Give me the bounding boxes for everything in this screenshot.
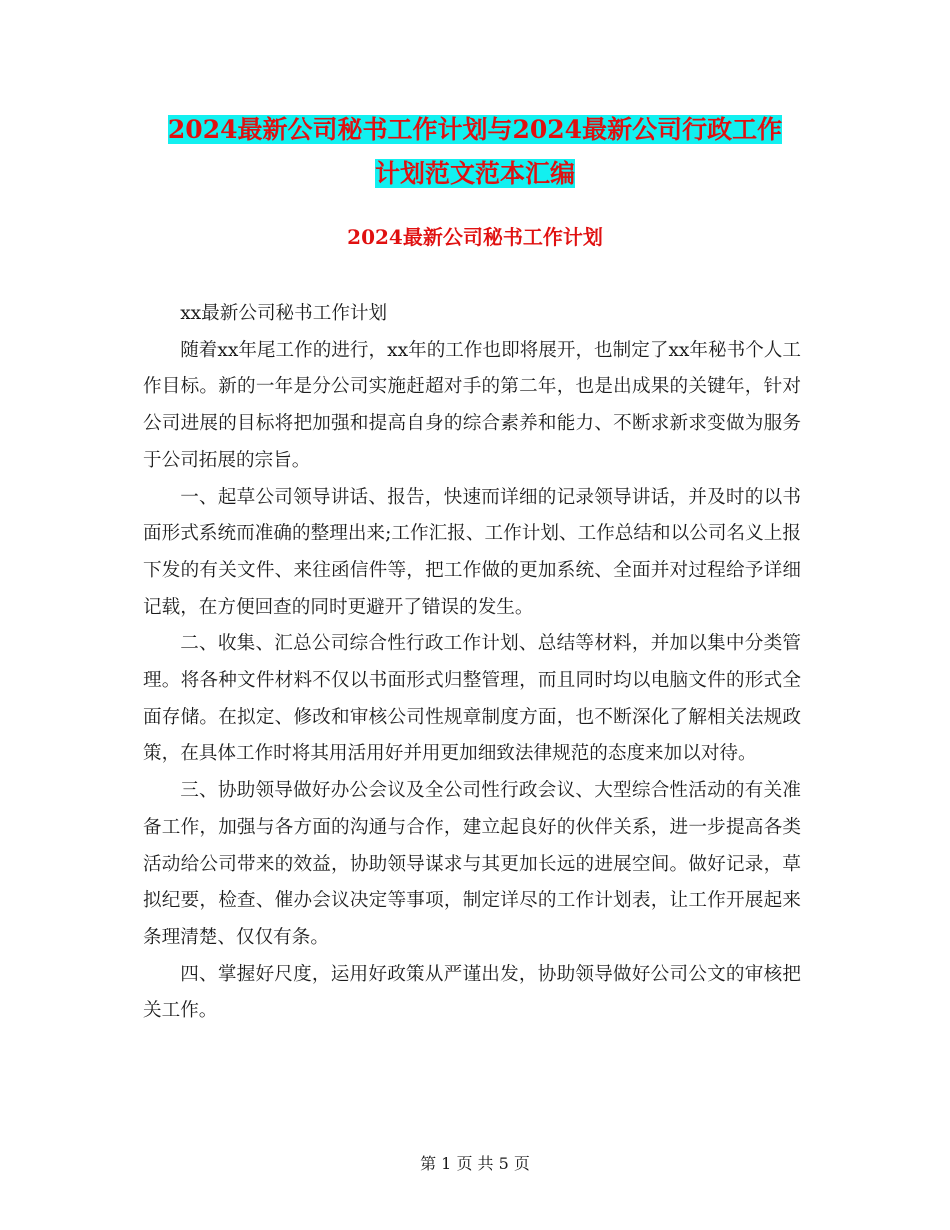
paragraph-intro: 随着xx年尾工作的进行，xx年的工作也即将展开，也制定了xx年秘书个人工作目标。新的一年是分公司实施赶超对手的第二年，也是出成果的关键年，针对公司进展的目标将把加强和提高自身的综合素养和能力、不断求新求变做为服务于公司拓展的宗旨。 [143,339,801,471]
paragraph-item-4: 四、掌握好尺度，运用好政策从严谨出发，协助领导做好公司公文的审核把关工作。 [143,963,801,1022]
document-title-line-1 [0,108,950,152]
paragraph-item-1: 一、起草公司领导讲话、报告，快速而详细的记录领导讲话，并及时的以书面形式系统而准确的整理出来;工作汇报、工作计划、工作总结和以公司名义上报下发的有关文件、来往函信件等，把工作做的更加系统、全面并对过程给予详细记载，在方便回查的同时更避开了错误的发生。 [143,486,801,618]
document-body [143,296,801,1030]
title-highlight: 2024最新公司秘书工作计划与2024最新公司行政工作 [167,115,783,144]
paragraph-item-3: 三、协助领导做好办公会议及全公司性行政会议、大型综合性活动的有关准备工作，加强与各方面的沟通与合作，建立起良好的伙伴关系，进一步提高各类活动给公司带来的效益，协助领导谋求与其更加长远的进展空间。做好记录，草拟纪要，检查、催办会议决定等事项，制定详尽的工作计划表，让工作开展起来条理清楚、仅仅有条。 [143,780,801,948]
paragraph-item-2: 二、收集、汇总公司综合性行政工作计划、总结等材料，并加以集中分类管理。将各种文件材料不仅以书面形式归整管理，而且同时均以电脑文件的形式全面存储。在拟定、修改和审核公司性规章制度方面，也不断深化了解相关法规政策，在具体工作时将其用活用好并用更加细致法律规范的态度来加以对待。 [143,633,801,765]
title-highlight: 计划范文范本汇编 [374,159,575,188]
section-title: 2024最新公司秘书工作计划 [347,225,603,249]
paragraph-subtitle: xx最新公司秘书工作计划 [180,303,388,324]
page-number-footer: 第 1 页 共 5 页 [420,1154,530,1173]
document-title-line-2 [0,152,950,196]
